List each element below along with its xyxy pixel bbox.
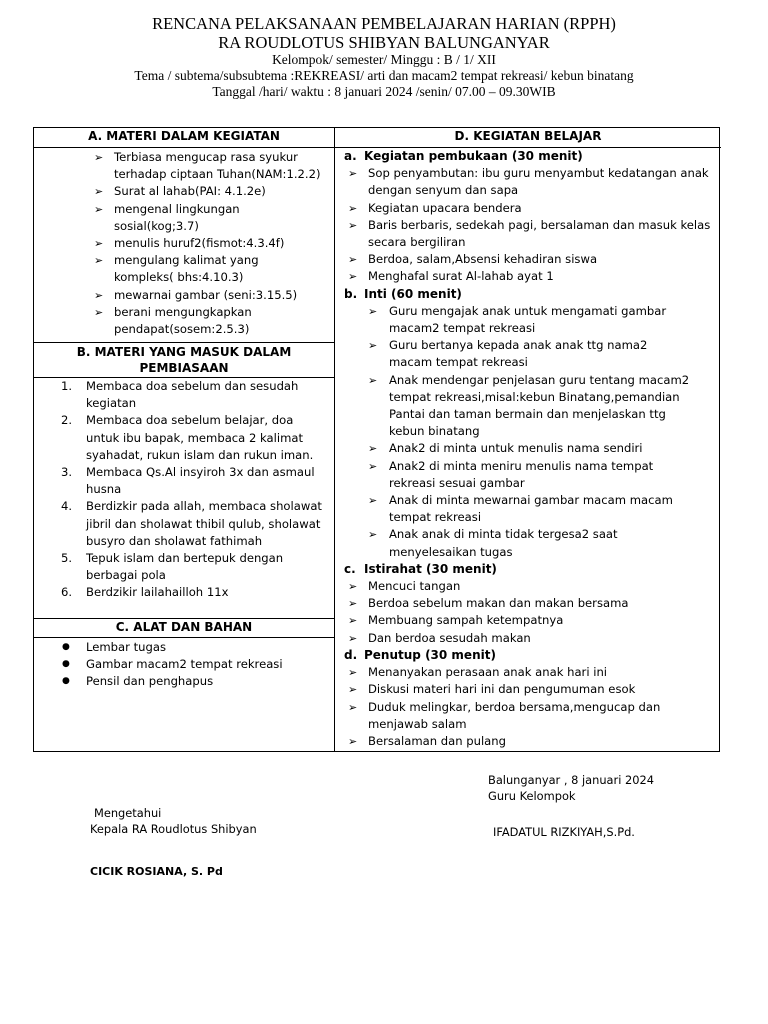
inti-title: b. Inti (60 menit) [344,286,462,301]
arrow-bullet-icon: ➢ [348,218,358,232]
list-item: ➢ Terbiasa mengucap rasa syukur terhadap ciptaan Tuhan(NAM:1.2.2) [94,150,321,182]
list-item: ● Gambar macam2 tempat rekreasi [34,656,334,673]
teacher-name: IFADATUL RIZKIYAH,S.Pd. [493,825,635,839]
list-item: ➢ mewarnai gambar (seni:3.15.5) [34,287,334,304]
document-header [0,14,768,100]
arrow-bullet-icon: ➢ [94,305,104,319]
list-item: ➢ Membuang sampah ketempatnya [344,612,714,629]
arrow-bullet-icon: ➢ [348,580,358,594]
istirahat-title: c. Istirahat (30 menit) [344,561,497,576]
list-item: ➢ mengulang kalimat yang kompleks( bhs:4.10.3) [94,253,259,285]
school-name: RA ROUDLOTUS SHIBYAN BALUNGANYAR [218,33,550,52]
place-date: Balunganyar , 8 januari 2024 [488,773,654,787]
list-item: ➢ Dan berdoa sesudah makan [344,630,714,647]
arrow-bullet-icon: ➢ [368,528,378,542]
list-item: ➢ Baris berbaris, sedekah pagi, bersalaman dan masuk kelas secara bergiliran [348,217,711,250]
arrow-bullet-icon: ➢ [368,494,378,508]
list-item: 5. Tepuk islam dan bertepuk dengan berbagai pola [60,551,284,583]
list-item: ➢ Anak mendengar penjelasan guru tentang macam2 tempat rekreasi,misal:kebun Binatang,pemandian Pantai dan taman bermain dan menjelaskan ttg kebun binatang [368,372,690,439]
list-item: ● Pensil dan penghapus [34,673,334,690]
list-item: ➢ Bersalaman dan pulang [344,733,714,750]
arrow-bullet-icon: ➢ [94,185,104,199]
acknowledge-label: Mengetahui [94,806,162,820]
list-item: ➢ Berdoa, salam,Absensi kehadiran siswa [344,251,714,268]
arrow-bullet-icon: ➢ [348,631,358,645]
class-info: Kelompok/ semester/ Minggu : B / 1/ XII [272,52,496,67]
arrow-bullet-icon: ➢ [348,201,358,215]
list-item: ➢ Anak2 di minta untuk menulis nama sendiri [344,440,714,457]
list-item: ➢ Berdoa sebelum makan dan makan bersama [344,595,714,612]
list-item: ➢ Menanyakan perasaan anak anak hari ini [344,664,714,681]
list-item: ➢ mengenal lingkungan sosial(kog;3.7) [94,201,240,233]
list-item: 6. Berdzikir lailahailloh 11x [60,585,229,600]
list-item: ➢ Guru bertanya kepada anak anak ttg nama2 macam tempat rekreasi [368,338,648,370]
divider [34,342,334,343]
theme-info: Tema / subtema/subsubtema :REKREASI/ arti dan macam2 tempat rekreasi/ kebun binatang [134,68,634,83]
arrow-bullet-icon: ➢ [94,237,104,251]
list-item: ➢ Anak anak di minta tidak tergesa2 saat menyelesaikan tugas [368,527,618,559]
dot-bullet-icon: ● [62,659,70,670]
list-item: 4. Berdizkir pada allah, membaca sholawat jibril dan sholawat thibil qulub, sholawat busyro dan sholawat fathimah [60,499,322,548]
arrow-bullet-icon: ➢ [348,270,358,284]
teacher-signature [488,772,654,804]
document-title: RENCANA PELAKSANAAN PEMBELAJARAN HARIAN (RPPH) [152,14,616,33]
list-item: ➢ Duduk melingkar, berdoa bersama,mengucap dan menjawab salam [348,699,661,731]
head-role: Kepala RA Roudlotus Shibyan [90,822,257,836]
section-c-list [34,639,334,691]
list-item: ➢ Anak di minta mewarnai gambar macam macam tempat rekreasi [368,493,673,525]
arrow-bullet-icon: ➢ [348,700,358,714]
section-d-content [344,148,714,750]
list-item: ➢ Guru mengajak anak untuk mengamati gambar macam2 tempat rekreasi [368,303,667,336]
arrow-bullet-icon: ➢ [368,459,378,473]
list-item: 3. Membaca Qs.Al insyiroh 3x dan asmaul husna [60,465,315,497]
arrow-bullet-icon: ➢ [368,442,378,456]
list-item: 1. Membaca doa sebelum dan sesudah kegiatan [60,379,299,411]
head-name: CICIK ROSIANA, S. Pd [90,865,223,878]
arrow-bullet-icon: ➢ [348,597,358,611]
penutup-title: d. Penutup (30 menit) [344,647,496,662]
arrow-bullet-icon: ➢ [348,734,358,748]
section-b-list [34,378,334,602]
pembukaan-title: a. Kegiatan pembukaan (30 menit) [344,149,583,163]
arrow-bullet-icon: ➢ [94,254,104,268]
section-b-title: B. MATERI YANG MASUK DALAM PEMBIASAAN [76,345,292,375]
section-a-list [34,149,334,338]
list-item: ➢ Mencuci tangan [344,578,714,595]
list-item: ➢ Diskusi materi hari ini dan pengumuman esok [344,681,714,698]
section-c-title: C. ALAT DAN BAHAN [115,620,253,634]
list-item: ➢ Kegiatan upacara bendera [344,200,714,217]
arrow-bullet-icon: ➢ [348,253,358,267]
list-item: ➢ Menghafal surat Al-lahab ayat 1 [344,268,714,285]
list-item: ● Lembar tugas [34,639,334,656]
date-info: Tanggal /hari/ waktu : 8 januari 2024 /senin/ 07.00 – 09.30WIB [212,84,556,99]
arrow-bullet-icon: ➢ [94,202,104,216]
arrow-bullet-icon: ➢ [348,167,358,181]
arrow-bullet-icon: ➢ [368,304,378,318]
dot-bullet-icon: ● [62,642,70,652]
divider [34,637,334,638]
list-item: ➢ Sop penyambutan: ibu guru menyambut kedatangan anak dengan senyum dan sapa [348,166,709,198]
rpph-table [33,127,720,752]
arrow-bullet-icon: ➢ [368,339,378,353]
arrow-bullet-icon: ➢ [348,666,358,680]
section-d-title: D. KEGIATAN BELAJAR [454,129,602,143]
arrow-bullet-icon: ➢ [348,683,358,697]
dot-bullet-icon: ● [62,676,70,687]
column-divider [334,128,335,751]
list-item: ➢ menulis huruf2(fismot:4.3.4f) [34,235,334,252]
list-item: ➢ Anak2 di minta meniru menulis nama tempat rekreasi sesuai gambar [368,458,654,490]
section-a-title: A. MATERI DALAM KEGIATAN [88,129,280,143]
arrow-bullet-icon: ➢ [348,614,358,628]
divider [34,147,334,148]
arrow-bullet-icon: ➢ [94,288,104,302]
arrow-bullet-icon: ➢ [368,373,378,387]
list-item: 2. Membaca doa sebelum belajar, doa untuk ibu bapak, membaca 2 kalimat syahadat, rukun islam dan rukun iman. [60,413,314,462]
teacher-role: Guru Kelompok [488,789,576,803]
list-item: ➢ Surat al lahab(PAI: 4.1.2e) [34,183,334,200]
arrow-bullet-icon: ➢ [94,151,104,164]
list-item: ➢ berani mengungkapkan pendapat(sosem:2.5.3) [94,304,252,337]
